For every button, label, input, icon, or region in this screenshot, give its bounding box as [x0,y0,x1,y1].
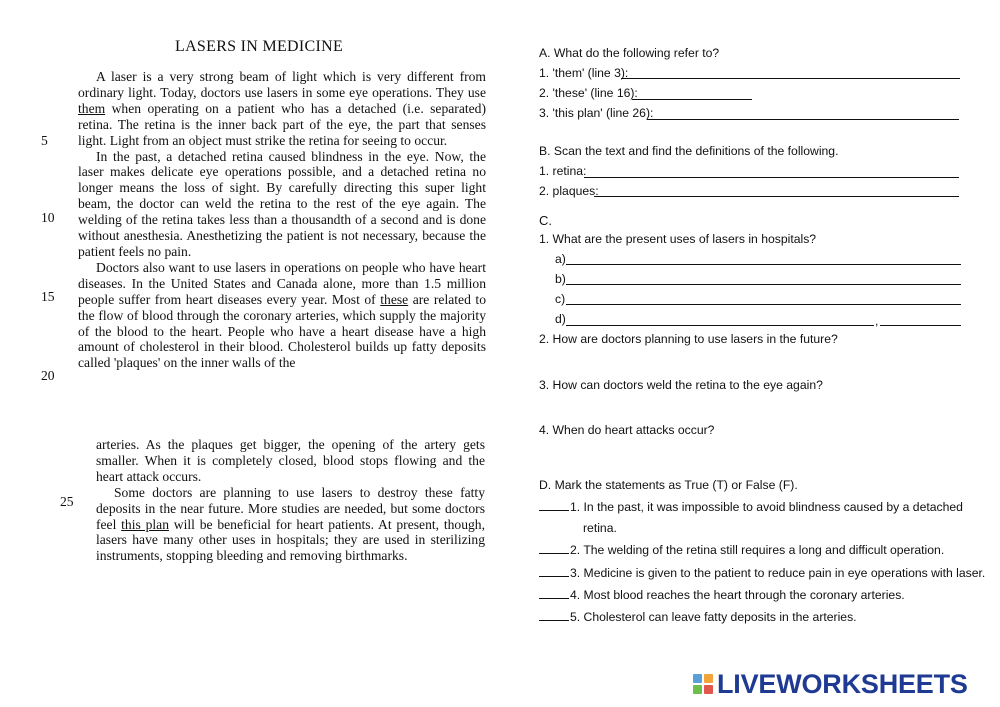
tf-answer-d5-field[interactable] [539,610,569,621]
question-c2: 2. How are doctors planning to use lasers in the future? [539,332,838,346]
answer-b1-field[interactable] [584,177,959,178]
tf-answer-d3-field[interactable] [539,566,569,577]
logo-grid-icon [693,674,713,694]
statement-d4: 4. Most blood reaches the heart through the coronary arteries. [539,588,905,603]
question-b1-label: 1. retina: [539,164,587,178]
question-a2-label: 2. 'these' (line 16): [539,86,638,100]
section-b-heading: B. Scan the text and find the definitions of the following. [539,144,839,158]
referent-them: them [78,100,106,116]
question-c1-c-label: c) [555,292,566,306]
line-number: 5 [41,133,48,148]
line-number: 20 [41,368,55,383]
answer-a1-field[interactable] [621,78,960,79]
answer-c1-d-field[interactable] [566,325,874,326]
question-a1-label: 1. 'them' (line 3): [539,66,629,80]
liveworksheets-logo[interactable] [693,669,968,699]
tf-answer-d1-field[interactable] [539,500,569,511]
paragraph-3: Doctors also want to use lasers in operations on people who have heart diseases. In the United States and Canada alone, more than 1.5 million people suffer from heart diseases every year. Most of these are related to the flow of blood through the coronary arteries, which supply the majority of the blood to the heart. People who have a heart disease have a high amount of cholesterol in their blood. Cholesterol builds up fatty deposits called 'plaques' on the inner walls of the [78,259,486,371]
answer-c1-c-field[interactable] [566,304,961,305]
tf-answer-d2-field[interactable] [539,543,569,554]
question-c1-b-label: b) [555,272,566,286]
section-d-heading: D. Mark the statements as True (T) or False (F). [539,478,798,492]
logo-tile [704,674,713,683]
paragraph-3-continued: arteries. As the plaques get bigger, the opening of the artery gets smaller. When it is completely closed, blood stops flowing and the heart attack occurs. [96,437,485,484]
statement-d1: 1. In the past, it was impossible to avoid blindness caused by a detached [539,500,963,515]
answer-a3-field[interactable] [647,119,959,120]
answer-c1-a-field[interactable] [566,264,961,265]
logo-tile [693,685,702,694]
question-b2-label: 2. plaques: [539,184,599,198]
answer-a2-field[interactable] [632,99,752,100]
line-number: 15 [41,289,55,304]
logo-tile [693,674,702,683]
answer-c1-d-field-2[interactable] [880,325,961,326]
line-number: 25 [60,494,74,509]
answer-b2-field[interactable] [594,196,959,197]
answer-c1-b-field[interactable] [566,284,961,285]
question-c1-d-label: d) [555,312,566,326]
section-c-heading: C. [539,213,552,228]
section-a-heading: A. What do the following refer to? [539,46,720,60]
logo-tile [704,685,713,694]
tf-answer-d4-field[interactable] [539,588,569,599]
paragraph-4: Some doctors are planning to use lasers to destroy these fatty deposits in the near future. More studies are needed, but some doctors feel this plan will be beneficial for heart patients. At present, though, lasers have many other uses in hospitals; they are used in sterilizing instruments, stopping bleeding and removing birthmarks. [96,484,485,564]
statement-d2: 2. The welding of the retina still requires a long and difficult operation. [539,543,944,558]
statement-d1-continued: retina. [583,521,617,535]
question-a3-label: 3. 'this plan' (line 26): [539,106,654,120]
question-c3: 3. How can doctors weld the retina to the eye again? [539,378,823,392]
referent-these: these [380,291,409,307]
paragraph-2: In the past, a detached retina caused blindness in the eye. Now, the laser makes delicate eye operations possible, and a detached retina no longer means the loss of sight. By carefully directing this super light beam, the doctor can weld the retina to the rest of the eye again. The welding of the retina takes less than a thousandth of a second and is done without anesthesia. Anesthetizing the patient is not necessary, because the patient feels no pain. [78,148,486,259]
question-c1-a-label: a) [555,252,566,266]
passage-text-block-2 [96,437,485,564]
paragraph-1: A laser is a very strong beam of light which is very different from ordinary light. Today, doctors use lasers in some eye operations. They use them when operating on a patient who has a detached (i.e. separated) retina. The retina is the inner back part of the eye, the part that senses light. Light from an object must strike the retina for seeing to occur. [78,69,486,148]
passage-title: LASERS IN MEDICINE [175,38,344,55]
passage-text-block-1 [78,69,486,371]
line-number: 10 [41,210,55,225]
question-c4: 4. When do heart attacks occur? [539,423,715,437]
referent-this-plan: this plan [121,516,169,532]
statement-d3: 3. Medicine is given to the patient to reduce pain in eye operations with laser. [539,566,985,581]
question-c1: 1. What are the present uses of lasers in hospitals? [539,232,817,246]
answer-c1-d-separator: , [875,314,879,328]
logo-text: LIVEWORKSHEETS [717,668,968,699]
statement-d5: 5. Cholesterol can leave fatty deposits in the arteries. [539,610,857,625]
